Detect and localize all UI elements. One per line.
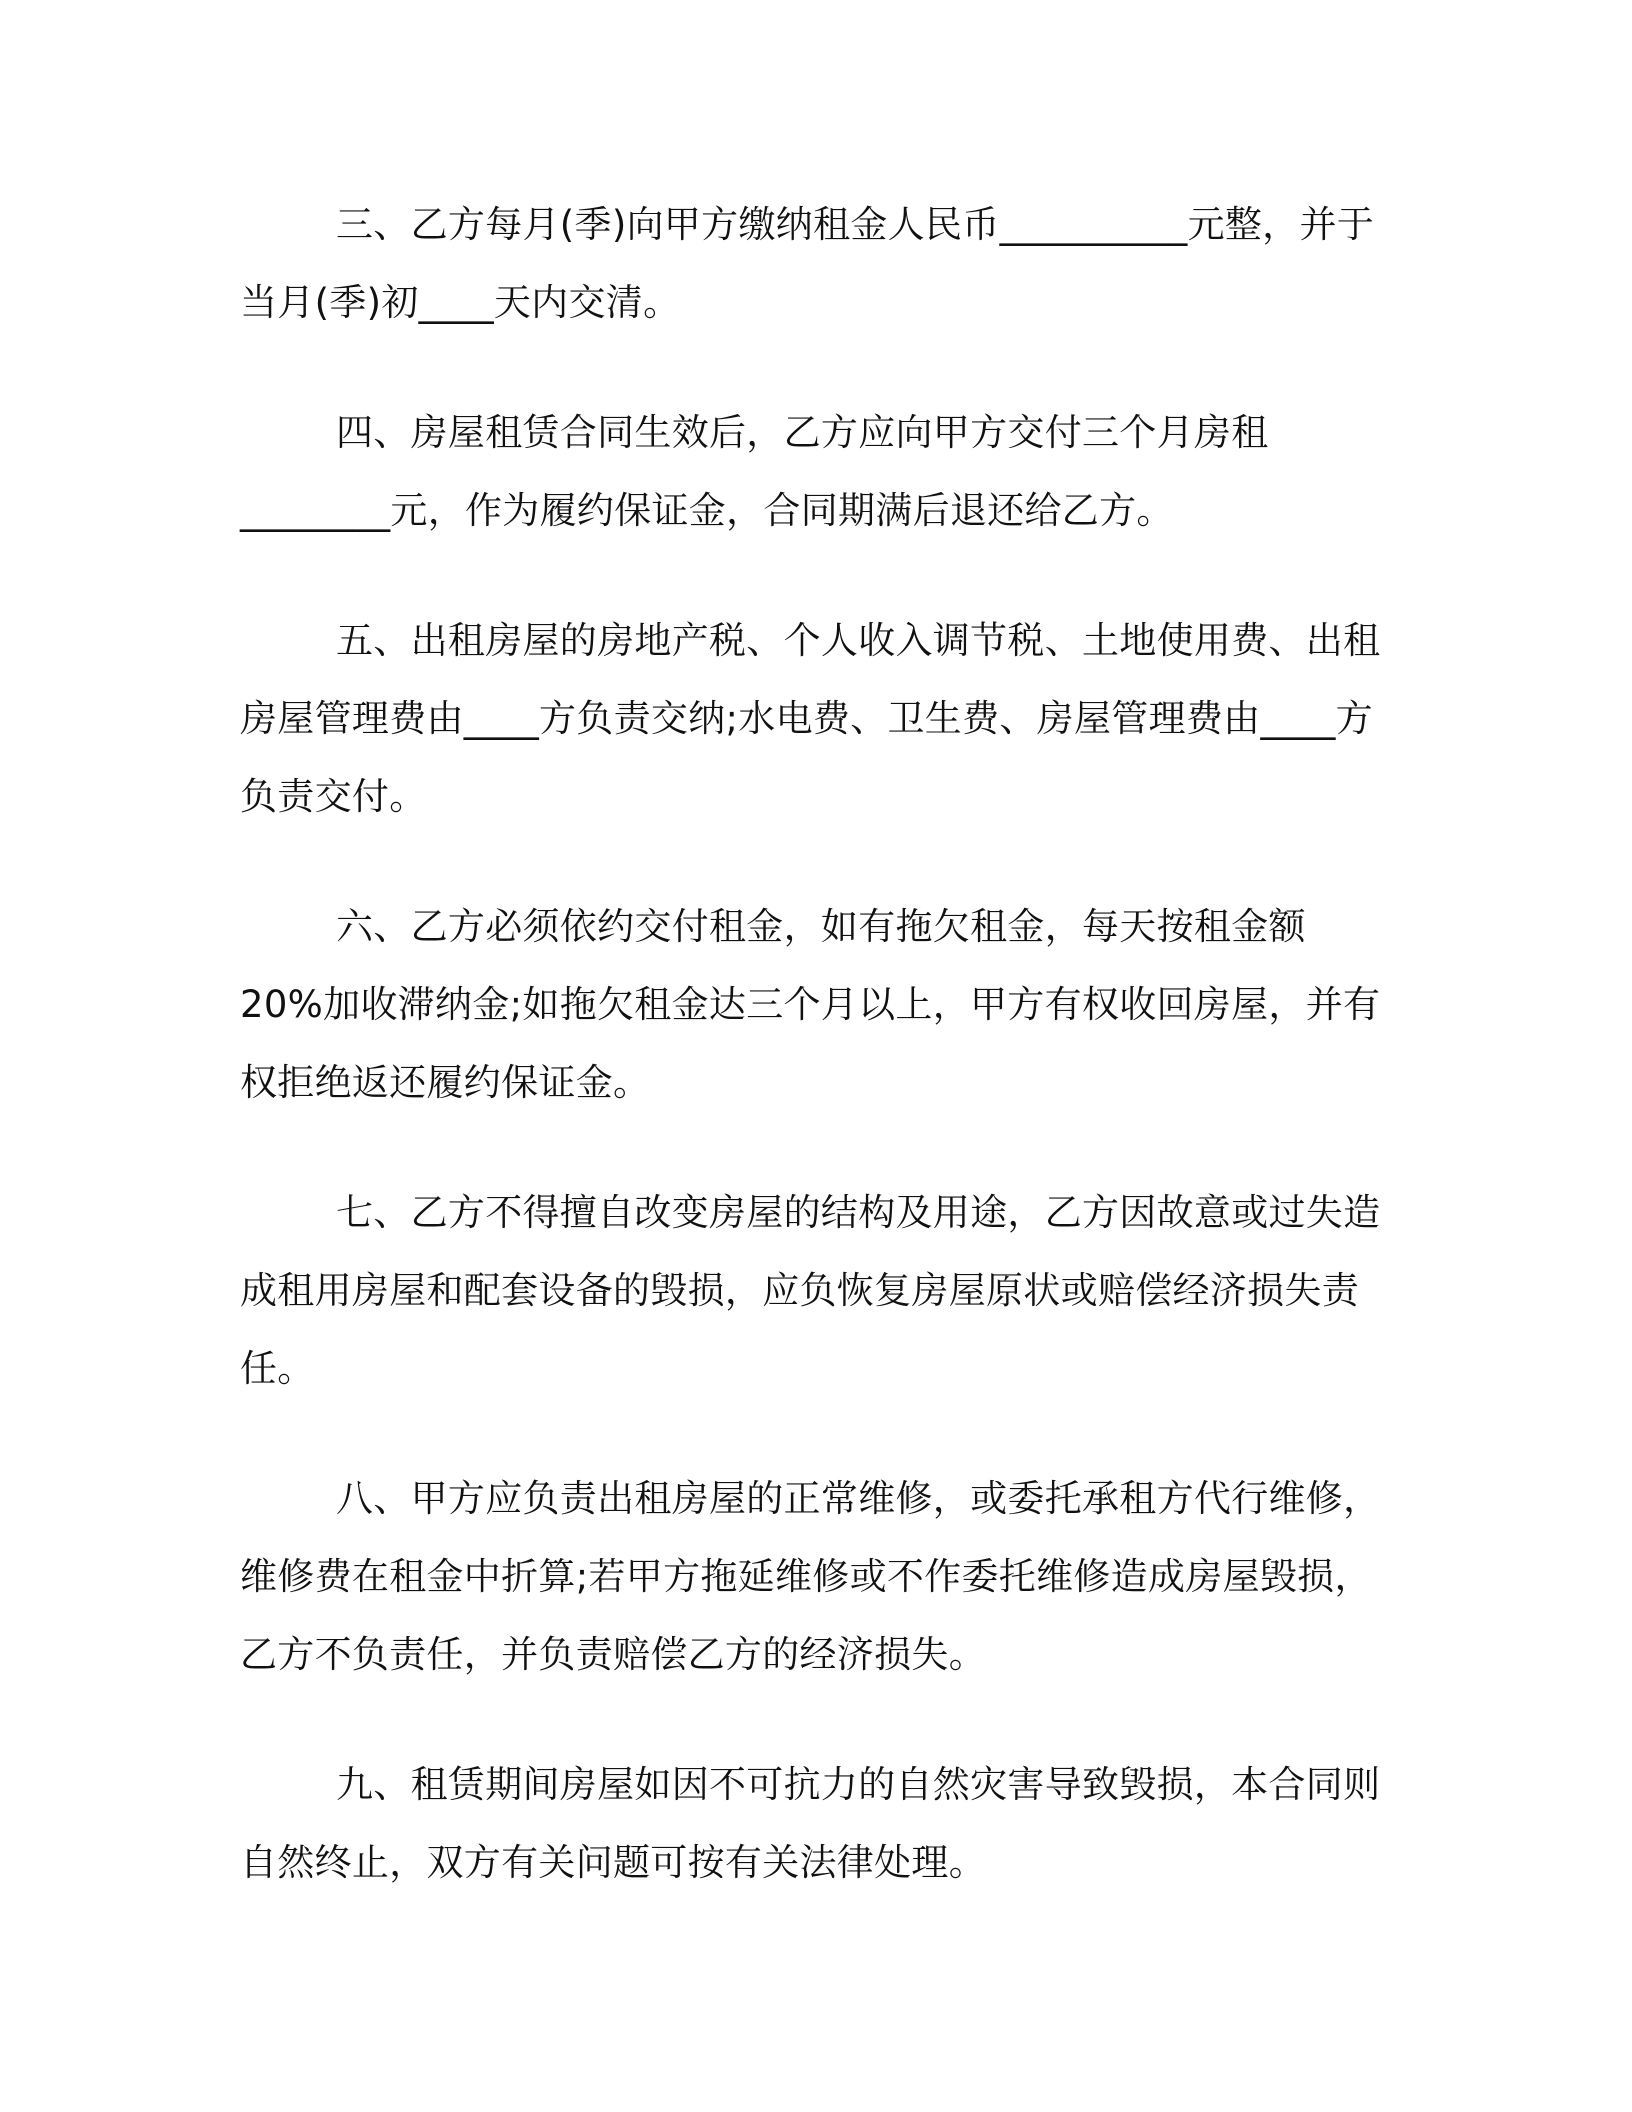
clause-5: [240, 602, 1400, 836]
clause-9: [240, 1746, 1400, 1902]
clause-3: [240, 186, 1400, 342]
clause-6-line-1: 六、乙方必须依约交付租金，如有拖欠租金，每天按租金额: [336, 905, 1306, 948]
clause-8: [240, 1460, 1400, 1694]
clause-8-line-2: 维修费在租金中折算;若甲方拖延维修或不作委托维修造成房屋毁损，: [240, 1555, 1372, 1598]
contract-body: [240, 186, 1400, 1954]
clause-7-line-3: 任。: [240, 1347, 315, 1390]
clause-5-line-3: 负责交付。: [240, 775, 427, 818]
clause-6-line-2: 20%加收滞纳金;如拖欠租金达三个月以上，甲方有权收回房屋，并有: [240, 983, 1381, 1026]
clause-8-line-1: 八、甲方应负责出租房屋的正常维修，或委托承租方代行维修，: [336, 1477, 1381, 1520]
clause-9-line-1: 九、租赁期间房屋如因不可抗力的自然灾害导致毁损，本合同则: [336, 1763, 1381, 1806]
clause-4-line-1: 四、房屋租赁合同生效后，乙方应向甲方交付三个月房租: [336, 411, 1269, 454]
clause-9-line-2: 自然终止，双方有关问题可按有关法律处理。: [240, 1841, 986, 1884]
clause-4-line-2: ________元，作为履约保证金，合同期满后退还给乙方。: [240, 489, 1174, 532]
clause-6-line-3: 权拒绝返还履约保证金。: [240, 1061, 651, 1104]
clause-7: [240, 1174, 1400, 1408]
clause-4: [240, 394, 1400, 550]
clause-7-line-1: 七、乙方不得擅自改变房屋的结构及用途，乙方因故意或过失造: [336, 1191, 1381, 1234]
clause-8-line-3: 乙方不负责任，并负责赔偿乙方的经济损失。: [240, 1633, 986, 1676]
clause-6: [240, 888, 1400, 1122]
clause-5-line-2: 房屋管理费由____方负责交纳;水电费、卫生费、房屋管理费由____方: [240, 697, 1373, 740]
clause-3-line-1: 三、乙方每月(季)向甲方缴纳租金人民币__________元整，并于: [336, 203, 1375, 246]
clause-7-line-2: 成租用房屋和配套设备的毁损，应负恢复房屋原状或赔偿经济损失责: [240, 1269, 1359, 1312]
clause-3-line-2: 当月(季)初____天内交清。: [240, 281, 681, 324]
clause-5-line-1: 五、出租房屋的房地产税、个人收入调节税、土地使用费、出租: [336, 619, 1381, 662]
